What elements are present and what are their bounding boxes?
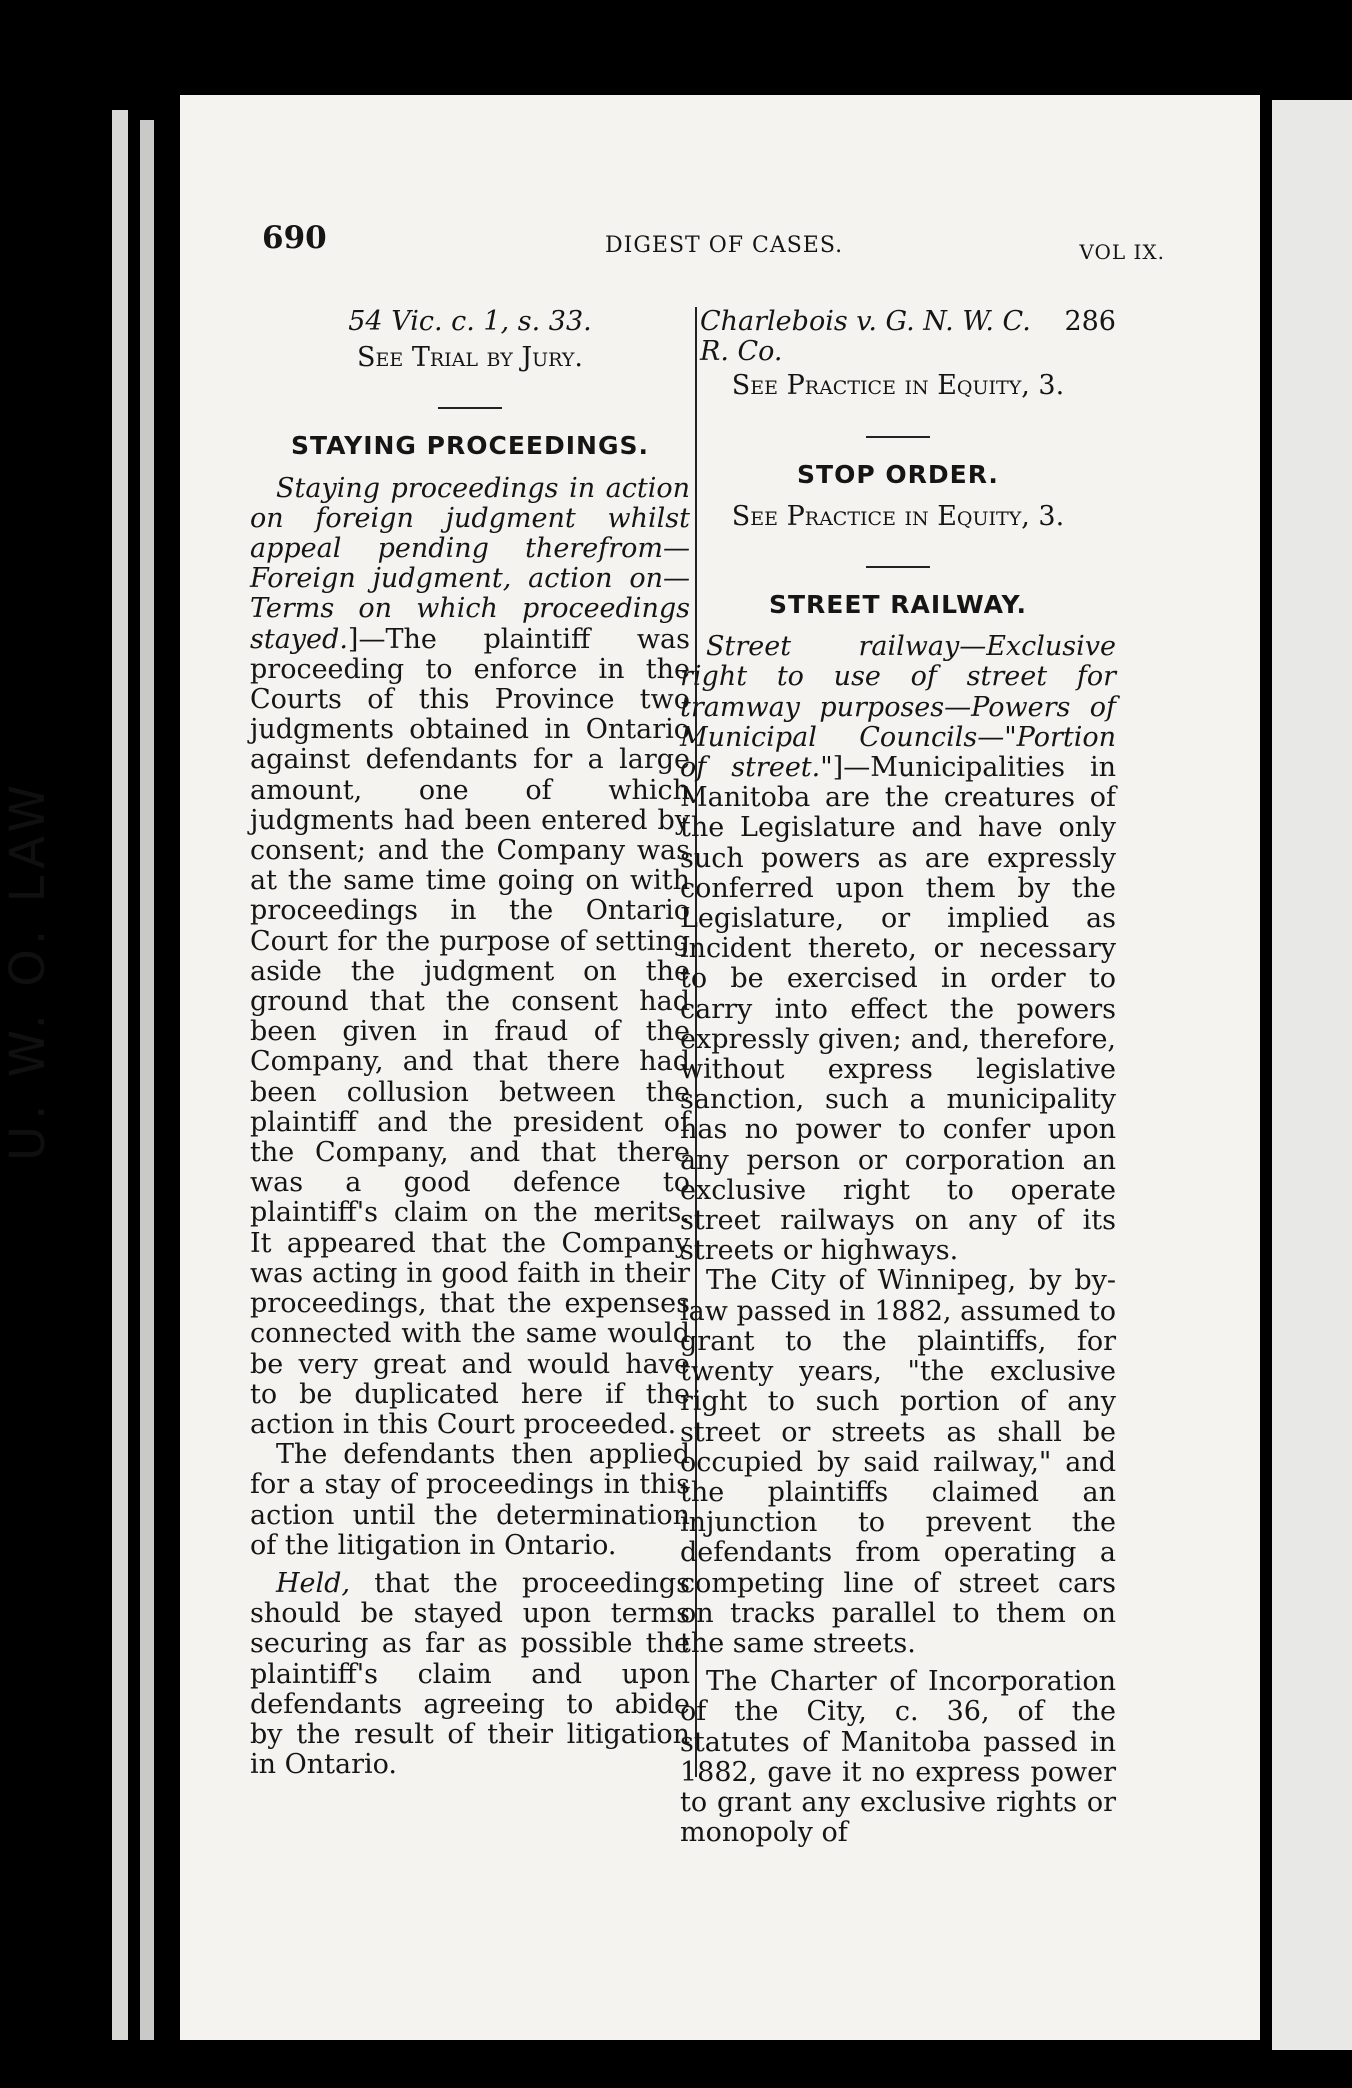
see-reference-2: See Practice in Equity, 3.	[731, 500, 1065, 532]
separator-rule-1	[866, 436, 930, 438]
staying-facts: ]—The plaintiff was proceeding to enforce in the Courts of this Province two judgments obtained in Ontario against defendants for a large amount, one of which judgments had been entered by consent; and the Company was at the same time going on with proceedings in the Ontario Court for the purpose of setting aside the judgment on the ground that the consent had been given in fraud of the Company, and that there had been collusion between the plaintiff and the president of the Company, and that there was a good defence to plaintiff's claim on the merits. It appeared that the Company was acting in good faith in their proceedings, that the expenses connected with the same would be very great and would have to be duplicated here if the action in this Court proceeded.	[250, 623, 690, 1440]
railway-paragraph-3: The Charter of Incorporation of the City, c. 36, of the statutes of Manitoba passed in 1882, gave it no express power to grant any exclusive rights or monopoly of	[680, 1666, 1116, 1849]
section-heading-stop-order: STOP ORDER.	[797, 459, 999, 489]
section-heading-staying: STAYING PROCEEDINGS.	[291, 431, 649, 461]
case-reference	[680, 307, 1116, 367]
page-header	[250, 220, 1165, 264]
staying-holding: that the proceedings should be stayed upon terms securing as far as possible the plaintiff's claim and upon defendants agreeing to abide by the result of their litigation in Ontario.	[250, 1567, 690, 1781]
staying-paragraph-1	[250, 474, 690, 1441]
case-name: Charlebois v. G. N. W. C. R. Co.	[700, 306, 1031, 368]
separator-rule	[438, 407, 502, 409]
railway-principle: ]—Municipalities in Manitoba are the creatures of the Legislature and have only such powers as are expressly conferred upon them by the Legislature, or implied as incident thereto, or necessary to be exercised in order to carry into effect the powers expressly given; and, therefore, without express legislative sanction, such a municipality has no power to confer upon any person or corporation an exclusive right to operate street railways on any of its streets or highways.	[680, 752, 1116, 1267]
section-heading-street-railway: STREET RAILWAY.	[769, 590, 1027, 620]
separator-rule-2	[866, 566, 930, 568]
page-edge-inner	[140, 120, 154, 2040]
staying-paragraph-2: The defendants then applied for a stay of proceedings in this action until the determination of the litigation in Ontario.	[250, 1439, 690, 1561]
spine-label: U. W. O. LAW	[0, 779, 56, 1161]
left-column	[250, 307, 690, 1780]
held-label: Held,	[276, 1567, 351, 1599]
page-edge-right	[1272, 100, 1352, 2050]
page-number: 690	[262, 220, 327, 256]
railway-paragraph-2: The City of Winnipeg, by by-law passed in 1882, assumed to grant to the plaintiffs, for twenty years, "the exclusive right to such portion of any street or streets as shall be occupied by said railway," and the plaintiffs claimed an injunction to prevent the defendants from operating a competing line of street cars on tracks parallel to them on the same streets.	[680, 1265, 1116, 1659]
railway-catchwords: Street railway—Exclusive right to use of street for tramway purposes—Powers of Municipal Councils—"Portion of street."	[680, 631, 1116, 784]
railway-paragraph-1	[680, 632, 1116, 1266]
see-reference: See Trial by Jury.	[357, 342, 583, 374]
see-reference-1: See Practice in Equity, 3.	[731, 370, 1065, 402]
volume-label: VOL IX.	[1079, 240, 1165, 264]
case-page: 286	[1064, 306, 1116, 337]
running-title: DIGEST OF CASES.	[605, 233, 844, 258]
staying-catchwords: Staying proceedings in action on foreign judgment whilst appeal pending therefrom—Foreign judgment, action on—Terms on which proceedings stayed.	[250, 472, 690, 655]
statute-reference: 54 Vic. c. 1, s. 33.	[348, 306, 592, 337]
right-column	[680, 307, 1116, 1848]
page-edge-left	[112, 110, 128, 2040]
page-content	[250, 215, 1170, 1849]
staying-paragraph-3	[250, 1569, 690, 1780]
